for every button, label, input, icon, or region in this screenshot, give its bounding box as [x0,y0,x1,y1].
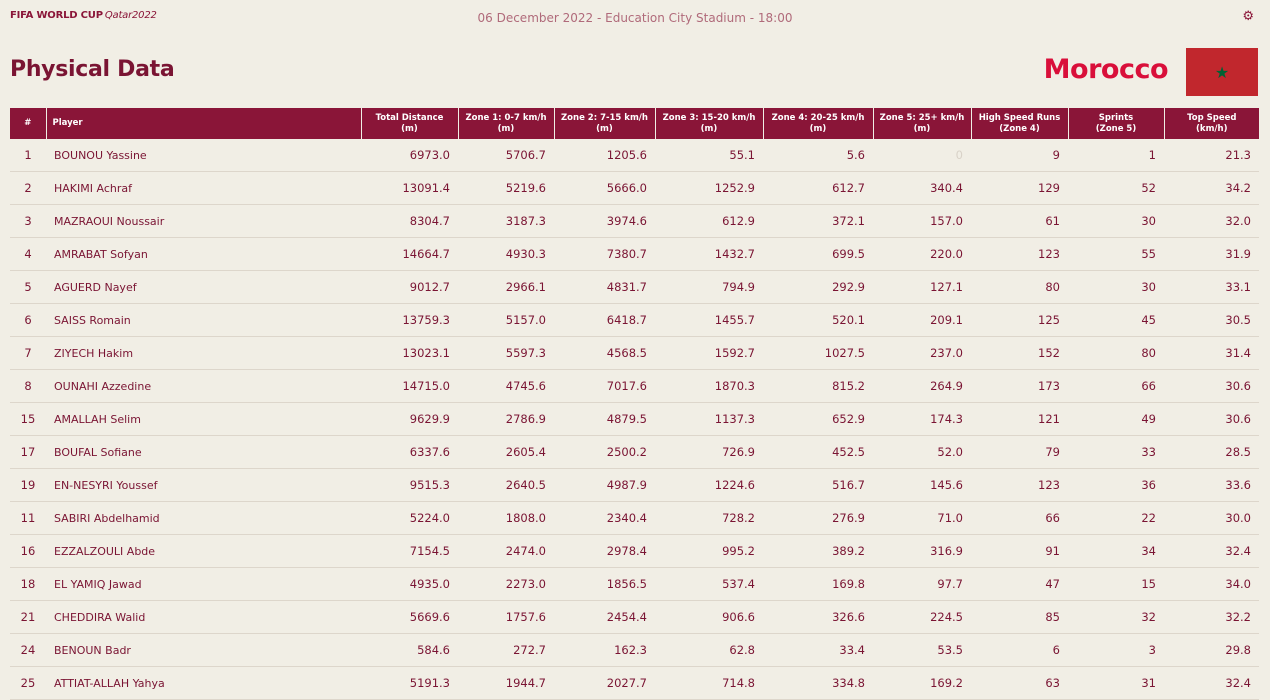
stat-cell: 62.8 [655,634,763,667]
stat-cell: 162.3 [554,634,655,667]
flag-star-icon: ★ [1214,62,1230,82]
stat-cell: 4879.5 [554,403,655,436]
stat-cell: 32 [1068,601,1164,634]
column-header-label: Player [52,118,83,128]
stat-cell: 32.4 [1164,535,1259,568]
stat-cell: 125 [971,304,1068,337]
stat-cell: 5224.0 [361,502,458,535]
stat-cell: 4935.0 [361,568,458,601]
stat-cell: 8304.7 [361,205,458,238]
stat-cell: 34.0 [1164,568,1259,601]
stat-cell: 2027.7 [554,667,655,700]
player-name[interactable]: BENOUN Badr [46,634,361,667]
column-header-label: # [24,118,32,128]
stat-cell: 2474.0 [458,535,554,568]
stat-cell: 13023.1 [361,337,458,370]
stat-cell: 1856.5 [554,568,655,601]
stat-cell: 372.1 [763,205,873,238]
stat-cell: 33.6 [1164,469,1259,502]
stat-cell: 264.9 [873,370,971,403]
stat-cell: 612.9 [655,205,763,238]
stat-cell: 14715.0 [361,370,458,403]
stat-cell: 728.2 [655,502,763,535]
table-row[interactable] [10,337,1259,370]
column-header-label: Top Speed [1187,112,1237,123]
player-name[interactable]: AMALLAH Selim [46,403,361,436]
stat-cell: 584.6 [361,634,458,667]
stat-cell: 152 [971,337,1068,370]
table-row[interactable] [10,172,1259,205]
brand-text: FIFA WORLD CUP [10,10,103,21]
column-header-label: Total Distance [375,112,444,123]
stat-cell: 1137.3 [655,403,763,436]
stat-cell: 157.0 [873,205,971,238]
stat-cell: 28.5 [1164,436,1259,469]
player-name[interactable]: MAZRAOUI Noussair [46,205,361,238]
table-row[interactable] [10,238,1259,271]
stat-cell: 121 [971,403,1068,436]
player-number: 2 [10,172,46,205]
stat-cell: 14664.7 [361,238,458,271]
stat-cell: 123 [971,469,1068,502]
player-name[interactable]: OUNAHI Azzedine [46,370,361,403]
column-header[interactable] [554,108,655,139]
player-name[interactable]: SABIRI Abdelhamid [46,502,361,535]
stat-cell: 30 [1068,271,1164,304]
player-number: 15 [10,403,46,436]
page-title: Physical Data [10,57,175,82]
stat-cell: 6 [971,634,1068,667]
player-number: 3 [10,205,46,238]
player-name[interactable]: SAISS Romain [46,304,361,337]
stat-cell: 1432.7 [655,238,763,271]
stat-cell: 5597.3 [458,337,554,370]
column-header[interactable] [10,108,46,139]
stat-cell: 5.6 [763,139,873,172]
stat-cell: 6418.7 [554,304,655,337]
stat-cell: 52.0 [873,436,971,469]
stat-cell: 5669.6 [361,601,458,634]
stat-cell: 71.0 [873,502,971,535]
stat-cell: 1 [1068,139,1164,172]
stat-cell: 520.1 [763,304,873,337]
stat-cell: 33.4 [763,634,873,667]
table-header [10,108,1259,139]
column-header-label: Zone 5: 25+ km/h [879,112,965,123]
stat-cell: 326.6 [763,601,873,634]
stat-cell: 1808.0 [458,502,554,535]
stat-cell: 5219.6 [458,172,554,205]
stat-cell: 612.7 [763,172,873,205]
stat-cell: 2605.4 [458,436,554,469]
stat-cell: 4745.6 [458,370,554,403]
stat-cell: 30.5 [1164,304,1259,337]
stat-cell: 4831.7 [554,271,655,304]
column-header[interactable] [655,108,763,139]
stat-cell: 699.5 [763,238,873,271]
stat-cell: 9012.7 [361,271,458,304]
stat-cell: 123 [971,238,1068,271]
player-number: 6 [10,304,46,337]
stat-cell: 1944.7 [458,667,554,700]
table-header-row [10,108,1259,139]
stat-cell: 2454.4 [554,601,655,634]
stat-cell: 31.9 [1164,238,1259,271]
stat-cell: 1252.9 [655,172,763,205]
stat-cell: 127.1 [873,271,971,304]
stat-cell: 1205.6 [554,139,655,172]
player-name[interactable]: CHEDDIRA Walid [46,601,361,634]
stat-cell: 47 [971,568,1068,601]
stat-cell: 79 [971,436,1068,469]
stat-cell: 80 [971,271,1068,304]
stat-cell: 169.2 [873,667,971,700]
column-header-label: Zone 4: 20-25 km/h [771,112,865,123]
stat-cell: 145.6 [873,469,971,502]
stat-cell: 61 [971,205,1068,238]
stat-cell: 1455.7 [655,304,763,337]
stat-cell: 32.4 [1164,667,1259,700]
column-header[interactable] [873,108,971,139]
stat-cell: 3974.6 [554,205,655,238]
team-name: Morocco [1043,54,1168,85]
stat-cell: 1592.7 [655,337,763,370]
stat-cell: 55 [1068,238,1164,271]
stat-cell: 276.9 [763,502,873,535]
stat-cell: 34.2 [1164,172,1259,205]
player-number: 17 [10,436,46,469]
stat-cell: 537.4 [655,568,763,601]
stat-cell: 3 [1068,634,1164,667]
stat-cell: 30.6 [1164,370,1259,403]
stat-cell: 63 [971,667,1068,700]
stat-cell: 31 [1068,667,1164,700]
stat-cell: 36 [1068,469,1164,502]
table-row[interactable] [10,634,1259,667]
player-name[interactable]: EL YAMIQ Jawad [46,568,361,601]
stat-cell: 13091.4 [361,172,458,205]
table-row[interactable] [10,370,1259,403]
stat-cell: 516.7 [763,469,873,502]
player-number: 25 [10,667,46,700]
match-info: 06 December 2022 - Education City Stadium - 18:00 [477,11,793,25]
stat-cell: 1027.5 [763,337,873,370]
stat-cell: 3187.3 [458,205,554,238]
stat-cell: 316.9 [873,535,971,568]
table-row[interactable] [10,403,1259,436]
stat-cell: 6337.6 [361,436,458,469]
stat-cell: 2273.0 [458,568,554,601]
stat-cell: 13759.3 [361,304,458,337]
player-name[interactable]: ZIYECH Hakim [46,337,361,370]
table-row[interactable] [10,139,1259,172]
stat-cell: 34 [1068,535,1164,568]
column-header-unit: (m) [596,123,613,134]
stat-cell: 169.8 [763,568,873,601]
column-header[interactable] [361,108,458,139]
column-header-unit: (Zone 5) [1095,123,1137,134]
column-header[interactable] [458,108,554,139]
column-header[interactable] [971,108,1068,139]
column-header-label: Zone 1: 0-7 km/h [465,112,547,123]
player-name[interactable]: EN-NESYRI Youssef [46,469,361,502]
stat-cell: 2966.1 [458,271,554,304]
column-header-unit: (km/h) [1196,123,1228,134]
stat-cell: 272.7 [458,634,554,667]
stat-cell: 91 [971,535,1068,568]
stat-cell: 22 [1068,502,1164,535]
stat-cell: 4987.9 [554,469,655,502]
stat-cell: 66 [1068,370,1164,403]
stat-cell: 55.1 [655,139,763,172]
column-header[interactable] [1164,108,1259,139]
stat-cell: 5666.0 [554,172,655,205]
stat-cell: 340.4 [873,172,971,205]
table-row[interactable] [10,568,1259,601]
stat-cell: 209.1 [873,304,971,337]
stat-cell: 85 [971,601,1068,634]
stat-cell: 1224.6 [655,469,763,502]
stat-cell: 97.7 [873,568,971,601]
column-header[interactable] [46,108,361,139]
stat-cell: 21.3 [1164,139,1259,172]
stat-cell: 292.9 [763,271,873,304]
stat-cell: 2978.4 [554,535,655,568]
stat-cell: 452.5 [763,436,873,469]
stat-cell: 174.3 [873,403,971,436]
table-row[interactable] [10,436,1259,469]
stat-cell: 1870.3 [655,370,763,403]
stat-cell: 389.2 [763,535,873,568]
player-name[interactable]: BOUNOU Yassine [46,139,361,172]
player-number: 16 [10,535,46,568]
stat-cell: 5157.0 [458,304,554,337]
top-bar [0,0,1270,36]
column-header[interactable] [1068,108,1164,139]
stat-cell: 815.2 [763,370,873,403]
stat-cell: 5191.3 [361,667,458,700]
player-name[interactable]: BOUFAL Sofiane [46,436,361,469]
stat-cell: 52 [1068,172,1164,205]
player-number: 1 [10,139,46,172]
column-header-label: Zone 2: 7-15 km/h [561,112,648,123]
ball-icon: ⚙ [1242,9,1254,24]
stat-cell: 9 [971,139,1068,172]
player-name[interactable]: EZZALZOULI Abde [46,535,361,568]
stat-cell: 2640.5 [458,469,554,502]
stat-cell: 794.9 [655,271,763,304]
stat-cell: 15 [1068,568,1164,601]
stat-cell: 5706.7 [458,139,554,172]
player-name[interactable]: ATTIAT-ALLAH Yahya [46,667,361,700]
table-row[interactable] [10,205,1259,238]
stat-cell: 80 [1068,337,1164,370]
player-number: 21 [10,601,46,634]
column-header-label: Sprints [1098,112,1134,123]
table-row[interactable] [10,271,1259,304]
table-row[interactable] [10,304,1259,337]
player-number: 11 [10,502,46,535]
stat-cell: 2786.9 [458,403,554,436]
stat-cell: 995.2 [655,535,763,568]
player-number: 5 [10,271,46,304]
stat-cell: 9629.9 [361,403,458,436]
table-row[interactable] [10,535,1259,568]
stat-cell: 173 [971,370,1068,403]
stat-cell: 32.0 [1164,205,1259,238]
column-header-unit: (m) [497,123,515,134]
stat-cell: 2340.4 [554,502,655,535]
table-row[interactable] [10,469,1259,502]
stat-cell: 31.4 [1164,337,1259,370]
column-header-unit: (m) [809,123,827,134]
table-body [10,139,1259,700]
column-header-unit: (Zone 4) [999,123,1040,134]
table-row[interactable] [10,601,1259,634]
stat-cell: 66 [971,502,1068,535]
stat-cell: 220.0 [873,238,971,271]
column-header-label: Zone 3: 15-20 km/h [662,112,756,123]
stat-cell: 33 [1068,436,1164,469]
stat-cell: 45 [1068,304,1164,337]
stat-cell: 906.6 [655,601,763,634]
player-number: 19 [10,469,46,502]
stat-cell: 30.0 [1164,502,1259,535]
brand-suffix: Qatar2022 [104,10,157,21]
player-name[interactable]: AGUERD Nayef [46,271,361,304]
column-header-unit: (m) [700,123,718,134]
stat-cell: 30 [1068,205,1164,238]
stat-cell: 2500.2 [554,436,655,469]
stat-cell: 726.9 [655,436,763,469]
player-number: 4 [10,238,46,271]
stat-cell: 224.5 [873,601,971,634]
physical-data-table [10,108,1259,700]
stat-cell: 9515.3 [361,469,458,502]
stat-cell: 33.1 [1164,271,1259,304]
table-row[interactable] [10,502,1259,535]
stat-cell: 4568.5 [554,337,655,370]
stat-cell: 49 [1068,403,1164,436]
stat-cell: 714.8 [655,667,763,700]
morocco-flag-icon [1186,48,1258,96]
stat-cell: 7017.6 [554,370,655,403]
column-header-unit: (m) [401,123,418,134]
stat-cell: 32.2 [1164,601,1259,634]
stat-cell: 29.8 [1164,634,1259,667]
player-number: 24 [10,634,46,667]
player-name[interactable]: HAKIMI Achraf [46,172,361,205]
column-header-unit: (m) [913,123,931,134]
stat-cell: 7154.5 [361,535,458,568]
stat-cell: 0 [873,139,971,172]
table-row[interactable] [10,667,1259,700]
stat-cell: 334.8 [763,667,873,700]
column-header-label: High Speed Runs [978,112,1061,123]
player-number: 8 [10,370,46,403]
stat-cell: 30.6 [1164,403,1259,436]
stat-cell: 4930.3 [458,238,554,271]
player-number: 7 [10,337,46,370]
stat-cell: 1757.6 [458,601,554,634]
stat-cell: 7380.7 [554,238,655,271]
stat-cell: 129 [971,172,1068,205]
column-header[interactable] [763,108,873,139]
stat-cell: 6973.0 [361,139,458,172]
stat-cell: 652.9 [763,403,873,436]
stat-cell: 237.0 [873,337,971,370]
player-number: 18 [10,568,46,601]
player-name[interactable]: AMRABAT Sofyan [46,238,361,271]
stat-cell: 53.5 [873,634,971,667]
